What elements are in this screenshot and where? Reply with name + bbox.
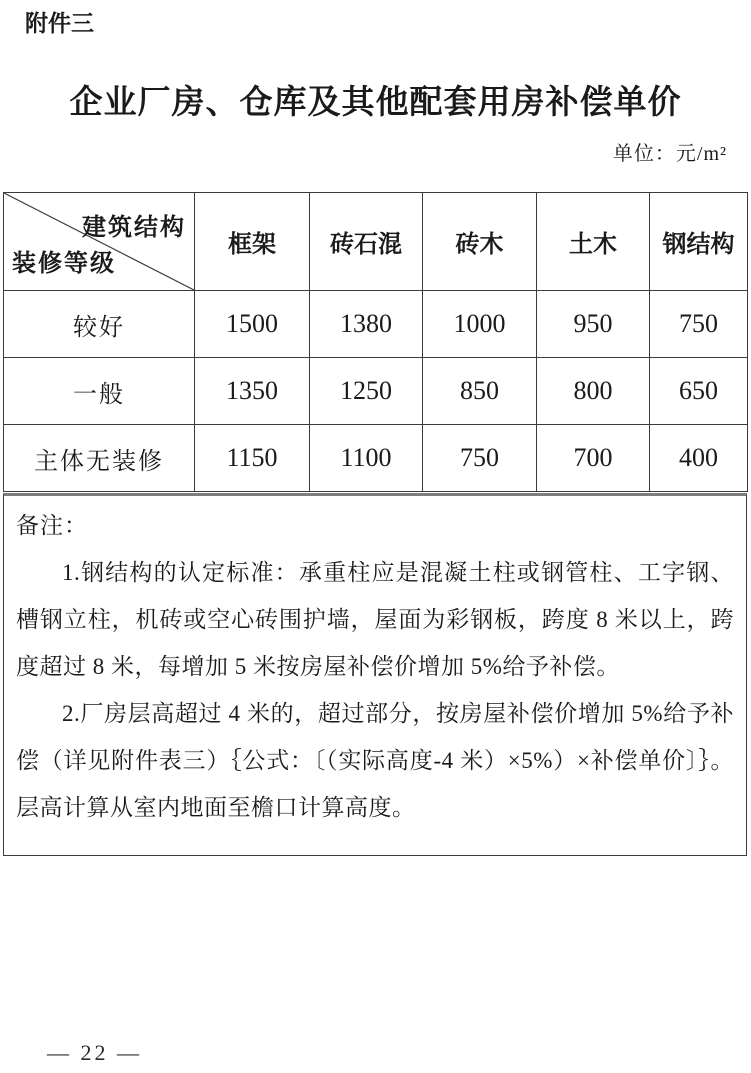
page-title: 企业厂房、仓库及其他配套用房补偿单价 bbox=[69, 83, 682, 120]
page-number: — 22 — bbox=[47, 1040, 142, 1065]
unit-label: 单位：元/m² bbox=[612, 143, 727, 165]
column-header-steel: 钢结构 bbox=[650, 193, 748, 291]
note-item-steel-standard: 1.钢结构的认定标准：承重柱应是混凝土柱或钢管柱、工字钢、槽钢立柱，机砖或空心砖围护墙，屋面为彩钢板，跨度 8 米以上，跨度超过 8 米，每增加 5 米按房屋补偿价增加 5%给予补偿。 bbox=[16, 560, 734, 679]
row-label: 较好 bbox=[4, 291, 195, 358]
table-cell: 1380 bbox=[310, 291, 423, 358]
notes-box bbox=[3, 493, 747, 856]
row-label: 一般 bbox=[4, 358, 195, 425]
table-cell: 1000 bbox=[423, 291, 537, 358]
notes-header: 备注： bbox=[16, 513, 88, 538]
attachment-label: 附件三 bbox=[25, 10, 94, 36]
table-header-row bbox=[4, 193, 748, 291]
table-row bbox=[4, 425, 748, 492]
column-header-frame: 框架 bbox=[195, 193, 310, 291]
table-cell: 400 bbox=[650, 425, 748, 492]
compensation-price-table bbox=[3, 192, 748, 492]
table-cell: 1350 bbox=[195, 358, 310, 425]
column-header-earth-wood: 土木 bbox=[537, 193, 650, 291]
column-header-brick-wood: 砖木 bbox=[423, 193, 537, 291]
table-cell: 750 bbox=[650, 291, 748, 358]
table-cell: 1100 bbox=[310, 425, 423, 492]
corner-label-structure: 建筑结构 bbox=[82, 215, 186, 241]
table-cell: 700 bbox=[537, 425, 650, 492]
table-cell: 1500 bbox=[195, 291, 310, 358]
table-row bbox=[4, 291, 748, 358]
table-cell: 1250 bbox=[310, 358, 423, 425]
table-cell: 1150 bbox=[195, 425, 310, 492]
table-cell: 850 bbox=[423, 358, 537, 425]
table-cell: 650 bbox=[650, 358, 748, 425]
note-item-height-rule: 2.厂房层高超过 4 米的，超过部分，按房屋补偿价增加 5%给予补偿（详见附件表三）｛公式：〔（实际高度-4 米）×5%）×补偿单价〕｝。层高计算从室内地面至檐口计算高度。 bbox=[16, 701, 734, 820]
diagonal-header-cell bbox=[4, 193, 195, 291]
column-header-brick-stone: 砖石混 bbox=[310, 193, 423, 291]
table-row bbox=[4, 358, 748, 425]
table-cell: 950 bbox=[537, 291, 650, 358]
row-label: 主体无装修 bbox=[4, 425, 195, 492]
corner-label-grade: 装修等级 bbox=[12, 251, 116, 277]
table-cell: 800 bbox=[537, 358, 650, 425]
table-cell: 750 bbox=[423, 425, 537, 492]
